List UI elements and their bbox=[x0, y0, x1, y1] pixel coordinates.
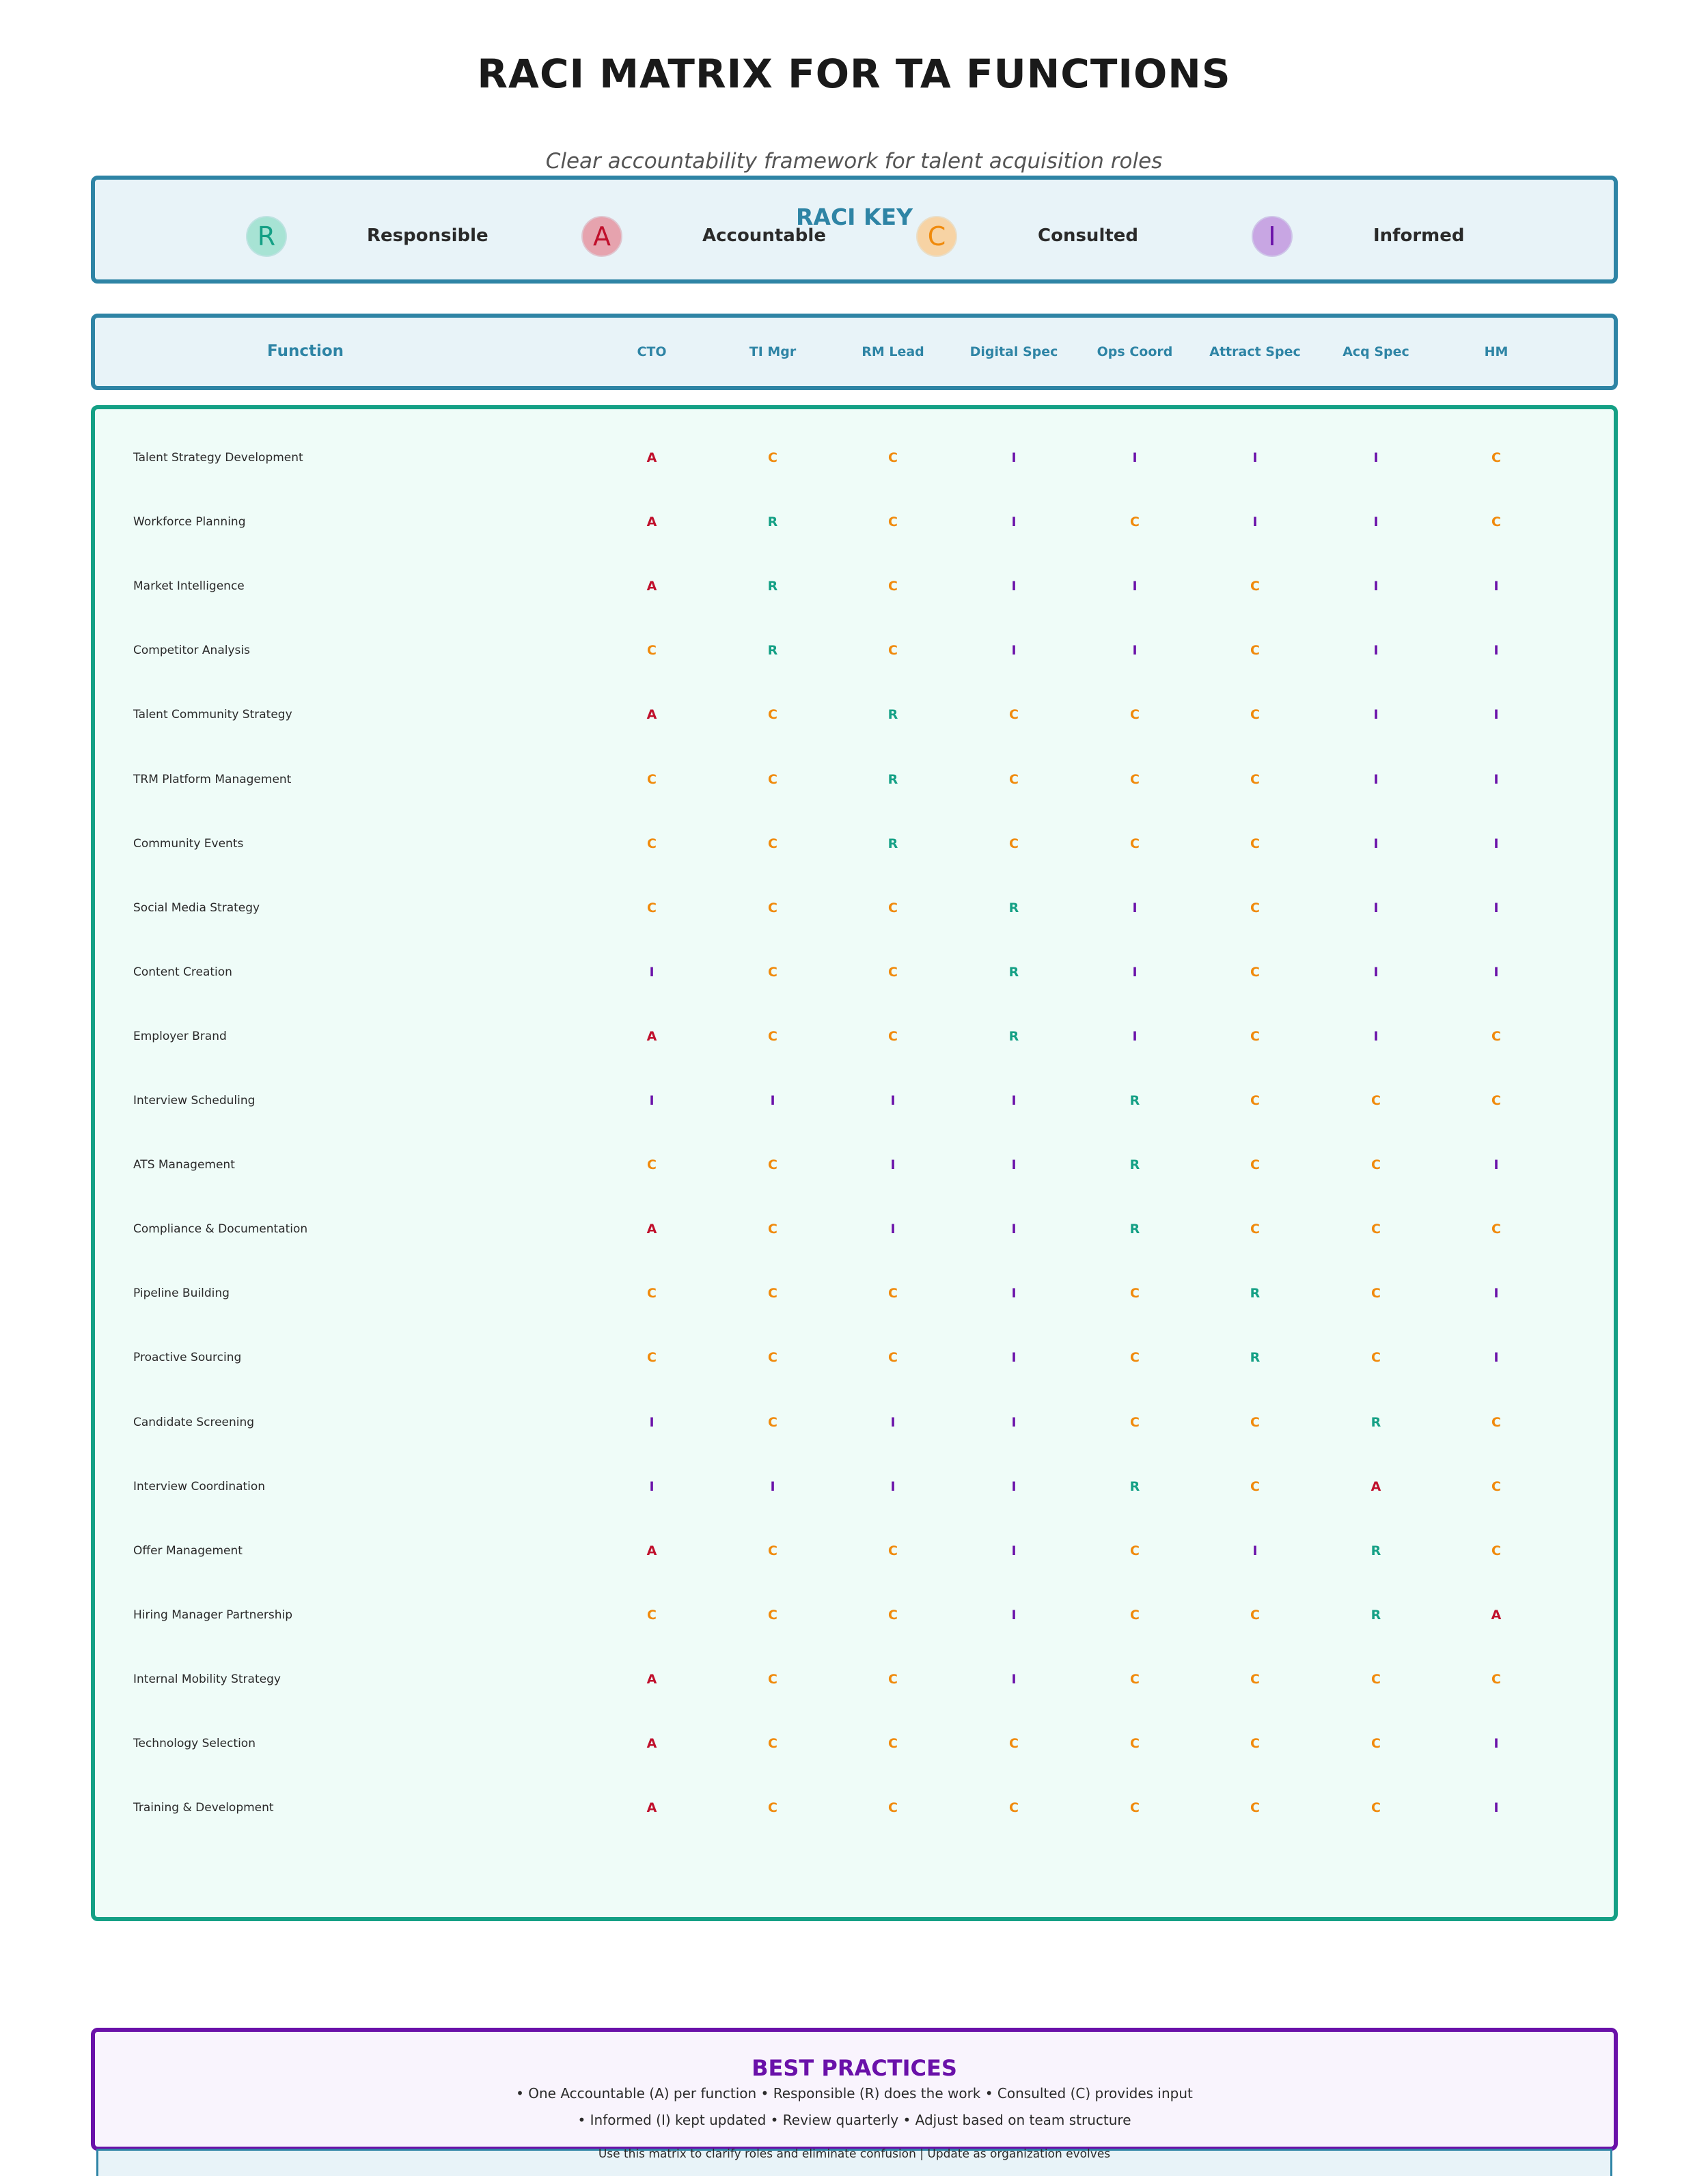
raci-cell-c: C bbox=[1130, 1414, 1140, 1430]
raci-cell-r: R bbox=[1008, 1028, 1019, 1044]
raci-cell-i: I bbox=[1132, 643, 1138, 659]
raci-cell-c: C bbox=[1130, 1800, 1140, 1816]
row-label: Training & Development bbox=[133, 1801, 274, 1815]
raci-cell-c: C bbox=[1250, 964, 1260, 980]
raci-cell-i: I bbox=[1493, 900, 1499, 915]
raci-cell-i: I bbox=[1132, 450, 1138, 465]
raci-cell-a: A bbox=[646, 1736, 657, 1751]
raci-cell-i: I bbox=[1011, 1543, 1017, 1558]
raci-cell-c: C bbox=[768, 836, 777, 851]
raci-cell-i: I bbox=[1373, 836, 1379, 851]
raci-cell-c: C bbox=[1371, 1350, 1381, 1366]
raci-cell-a: A bbox=[646, 579, 657, 594]
raci-cell-c: C bbox=[1250, 1414, 1260, 1430]
row-label: Interview Coordination bbox=[133, 1479, 266, 1493]
raci-key-title: RACI KEY bbox=[796, 204, 913, 230]
raci-cell-c: C bbox=[1491, 450, 1501, 465]
raci-cell-r: R bbox=[767, 579, 778, 594]
raci-cell-c: C bbox=[1491, 1222, 1501, 1237]
raci-cell-c: C bbox=[1250, 1800, 1260, 1816]
raci-cell-c: C bbox=[1371, 1157, 1381, 1173]
raci-cell-c: C bbox=[647, 1607, 657, 1623]
raci-cell-c: C bbox=[888, 964, 898, 980]
raci-cell-i: I bbox=[1011, 1607, 1017, 1623]
best-practices-line-2: • Informed (I) kept updated • Review quarterly • Adjust based on team structure bbox=[577, 2112, 1131, 2128]
raci-cell-i: I bbox=[890, 1157, 896, 1173]
raci-cell-c: C bbox=[888, 450, 898, 465]
raci-cell-c: C bbox=[1491, 1543, 1501, 1558]
raci-cell-c: C bbox=[888, 1543, 898, 1558]
raci-cell-r: R bbox=[1129, 1222, 1140, 1237]
raci-cell-c: C bbox=[1250, 1157, 1260, 1173]
column-header-digital-spec: Digital Spec bbox=[969, 344, 1058, 359]
raci-cell-c: C bbox=[1371, 1800, 1381, 1816]
raci-cell-c: C bbox=[1250, 707, 1260, 723]
raci-cell-r: R bbox=[887, 771, 898, 787]
raci-cell-c: C bbox=[1250, 1671, 1260, 1687]
raci-cell-i: I bbox=[1011, 514, 1017, 530]
raci-cell-c: C bbox=[768, 1736, 777, 1751]
raci-cell-c: C bbox=[1130, 514, 1140, 530]
row-label: Interview Scheduling bbox=[133, 1094, 256, 1107]
raci-cell-c: C bbox=[1491, 1414, 1501, 1430]
row-label: Content Creation bbox=[133, 965, 232, 979]
row-label: Market Intelligence bbox=[133, 579, 245, 594]
raci-cell-i: I bbox=[1011, 579, 1017, 594]
raci-cell-c: C bbox=[1491, 1671, 1501, 1687]
column-header-hm: HM bbox=[1484, 344, 1509, 359]
raci-cell-c: C bbox=[888, 900, 898, 915]
raci-cell-i: I bbox=[1493, 1350, 1499, 1366]
row-label: Talent Strategy Development bbox=[133, 451, 303, 465]
raci-cell-r: R bbox=[1370, 1414, 1381, 1430]
raci-cell-i: I bbox=[1132, 579, 1138, 594]
raci-cell-i: I bbox=[890, 1414, 896, 1430]
key-badge-accountable: A bbox=[583, 217, 621, 256]
raci-cell-c: C bbox=[647, 1157, 657, 1173]
raci-cell-c: C bbox=[1130, 1286, 1140, 1302]
raci-cell-i: I bbox=[1373, 900, 1379, 915]
row-label: Community Events bbox=[133, 836, 244, 851]
raci-cell-r: R bbox=[1129, 1157, 1140, 1173]
row-label: Competitor Analysis bbox=[133, 644, 250, 658]
raci-cell-i: I bbox=[1373, 643, 1379, 659]
raci-cell-a: A bbox=[646, 1800, 657, 1816]
row-label: Technology Selection bbox=[133, 1737, 256, 1750]
raci-cell-c: C bbox=[1371, 1671, 1381, 1687]
raci-cell-c: C bbox=[1250, 1222, 1260, 1237]
best-practices-line-1: • One Accountable (A) per function • Responsible (R) does the work • Consulted (C) provides input bbox=[516, 2085, 1193, 2102]
raci-cell-i: I bbox=[1493, 771, 1499, 787]
raci-cell-c: C bbox=[768, 450, 777, 465]
raci-cell-i: I bbox=[1011, 1157, 1017, 1173]
raci-cell-c: C bbox=[1491, 1478, 1501, 1494]
raci-cell-i: I bbox=[1011, 1414, 1017, 1430]
raci-cell-c: C bbox=[1009, 836, 1019, 851]
raci-cell-i: I bbox=[1011, 1478, 1017, 1494]
raci-cell-a: A bbox=[646, 1028, 657, 1044]
raci-cell-c: C bbox=[888, 1736, 898, 1751]
row-label: TRM Platform Management bbox=[133, 772, 292, 786]
raci-cell-i: I bbox=[770, 1093, 775, 1108]
raci-cell-c: C bbox=[647, 643, 657, 659]
raci-cell-c: C bbox=[1130, 836, 1140, 851]
row-label: Workforce Planning bbox=[133, 515, 246, 529]
raci-cell-c: C bbox=[1130, 1350, 1140, 1366]
raci-cell-i: I bbox=[1373, 1028, 1379, 1044]
raci-cell-c: C bbox=[768, 1671, 777, 1687]
raci-cell-c: C bbox=[1371, 1222, 1381, 1237]
raci-cell-i: I bbox=[1011, 1286, 1017, 1302]
raci-cell-i: I bbox=[1493, 643, 1499, 659]
raci-cell-c: C bbox=[1250, 579, 1260, 594]
raci-cell-c: C bbox=[888, 1028, 898, 1044]
raci-cell-c: C bbox=[768, 1607, 777, 1623]
raci-cell-c: C bbox=[1250, 1093, 1260, 1108]
raci-cell-i: I bbox=[1252, 450, 1258, 465]
raci-cell-c: C bbox=[1250, 771, 1260, 787]
raci-cell-c: C bbox=[768, 1157, 777, 1173]
raci-cell-c: C bbox=[1130, 1736, 1140, 1751]
raci-cell-c: C bbox=[888, 1286, 898, 1302]
raci-cell-i: I bbox=[890, 1093, 896, 1108]
raci-cell-c: C bbox=[768, 900, 777, 915]
raci-cell-c: C bbox=[1250, 1028, 1260, 1044]
raci-cell-i: I bbox=[1011, 1222, 1017, 1237]
raci-cell-c: C bbox=[1130, 1607, 1140, 1623]
row-label: Hiring Manager Partnership bbox=[133, 1608, 293, 1622]
raci-cell-c: C bbox=[768, 1414, 777, 1430]
raci-cell-i: I bbox=[1493, 579, 1499, 594]
raci-cell-c: C bbox=[647, 1350, 657, 1366]
raci-cell-r: R bbox=[1129, 1478, 1140, 1494]
raci-cell-i: I bbox=[649, 1414, 655, 1430]
raci-cell-a: A bbox=[646, 707, 657, 723]
raci-cell-r: R bbox=[767, 643, 778, 659]
raci-cell-c: C bbox=[1250, 643, 1260, 659]
raci-cell-i: I bbox=[1493, 1800, 1499, 1816]
key-label-informed: Informed bbox=[1373, 225, 1465, 246]
raci-cell-i: I bbox=[1493, 1736, 1499, 1751]
raci-cell-a: A bbox=[1370, 1478, 1381, 1494]
raci-cell-r: R bbox=[1370, 1543, 1381, 1558]
raci-cell-c: C bbox=[768, 1800, 777, 1816]
raci-cell-i: I bbox=[1373, 771, 1379, 787]
raci-cell-i: I bbox=[1011, 450, 1017, 465]
raci-cell-c: C bbox=[888, 1800, 898, 1816]
raci-cell-r: R bbox=[1370, 1607, 1381, 1623]
raci-cell-c: C bbox=[1130, 707, 1140, 723]
raci-cell-r: R bbox=[1250, 1350, 1261, 1366]
key-label-consulted: Consulted bbox=[1038, 225, 1139, 246]
best-practices-title: BEST PRACTICES bbox=[752, 2055, 957, 2081]
footer-note: Use this matrix to clarify roles and eliminate confusion | Update as organization evolves bbox=[598, 2147, 1111, 2161]
raci-cell-i: I bbox=[1493, 1157, 1499, 1173]
column-header-attract-spec: Attract Spec bbox=[1209, 344, 1301, 359]
raci-cell-c: C bbox=[647, 836, 657, 851]
raci-cell-i: I bbox=[649, 964, 655, 980]
row-label: Employer Brand bbox=[133, 1029, 227, 1043]
raci-cell-c: C bbox=[1009, 771, 1019, 787]
raci-cell-r: R bbox=[1250, 1286, 1261, 1302]
raci-cell-c: C bbox=[768, 1543, 777, 1558]
raci-cell-c: C bbox=[888, 579, 898, 594]
key-badge-consulted: C bbox=[918, 217, 956, 256]
raci-cell-c: C bbox=[768, 1028, 777, 1044]
raci-cell-c: C bbox=[1009, 707, 1019, 723]
raci-cell-c: C bbox=[1250, 1736, 1260, 1751]
raci-cell-i: I bbox=[1132, 1028, 1138, 1044]
raci-cell-c: C bbox=[1491, 514, 1501, 530]
raci-cell-c: C bbox=[1009, 1800, 1019, 1816]
raci-cell-c: C bbox=[1250, 900, 1260, 915]
raci-cell-i: I bbox=[1373, 450, 1379, 465]
raci-cell-a: A bbox=[646, 1543, 657, 1558]
column-header-rm-lead: RM Lead bbox=[862, 344, 924, 359]
raci-cell-c: C bbox=[1130, 771, 1140, 787]
raci-cell-i: I bbox=[1373, 707, 1379, 723]
row-label: Talent Community Strategy bbox=[133, 708, 292, 722]
raci-cell-c: C bbox=[768, 707, 777, 723]
raci-cell-c: C bbox=[1009, 1736, 1019, 1751]
raci-cell-i: I bbox=[770, 1478, 775, 1494]
raci-cell-c: C bbox=[647, 900, 657, 915]
raci-cell-i: I bbox=[1493, 836, 1499, 851]
row-label: ATS Management bbox=[133, 1158, 235, 1172]
raci-cell-i: I bbox=[1493, 707, 1499, 723]
raci-cell-c: C bbox=[768, 1286, 777, 1302]
raci-cell-i: I bbox=[1493, 1286, 1499, 1302]
raci-cell-i: I bbox=[890, 1478, 896, 1494]
row-label: Proactive Sourcing bbox=[133, 1351, 242, 1365]
key-label-responsible: Responsible bbox=[367, 225, 488, 246]
raci-cell-c: C bbox=[1130, 1543, 1140, 1558]
raci-cell-c: C bbox=[768, 964, 777, 980]
raci-cell-r: R bbox=[1129, 1093, 1140, 1108]
raci-cell-c: C bbox=[768, 771, 777, 787]
raci-cell-c: C bbox=[888, 1607, 898, 1623]
page-title: RACI MATRIX FOR TA FUNCTIONS bbox=[477, 51, 1231, 97]
raci-cell-i: I bbox=[1011, 1093, 1017, 1108]
raci-cell-r: R bbox=[1008, 900, 1019, 915]
raci-cell-c: C bbox=[888, 1350, 898, 1366]
raci-cell-i: I bbox=[1132, 900, 1138, 915]
raci-cell-c: C bbox=[1250, 836, 1260, 851]
column-header-cto: CTO bbox=[637, 344, 667, 359]
raci-cell-c: C bbox=[888, 643, 898, 659]
raci-cell-c: C bbox=[647, 771, 657, 787]
raci-cell-c: C bbox=[768, 1350, 777, 1366]
raci-cell-i: I bbox=[1493, 964, 1499, 980]
raci-cell-r: R bbox=[887, 707, 898, 723]
raci-cell-a: A bbox=[646, 450, 657, 465]
row-label: Pipeline Building bbox=[133, 1286, 230, 1301]
raci-cell-i: I bbox=[890, 1222, 896, 1237]
raci-cell-c: C bbox=[1491, 1093, 1501, 1108]
raci-cell-c: C bbox=[647, 1286, 657, 1302]
column-header-acq-spec: Acq Spec bbox=[1342, 344, 1409, 359]
raci-cell-c: C bbox=[1371, 1736, 1381, 1751]
raci-cell-a: A bbox=[646, 1671, 657, 1687]
raci-cell-c: C bbox=[1250, 1607, 1260, 1623]
raci-cell-c: C bbox=[888, 514, 898, 530]
function-column-header: Function bbox=[267, 342, 344, 360]
raci-cell-i: I bbox=[1252, 514, 1258, 530]
raci-cell-c: C bbox=[888, 1671, 898, 1687]
raci-cell-i: I bbox=[1011, 1671, 1017, 1687]
raci-cell-r: R bbox=[887, 836, 898, 851]
raci-cell-a: A bbox=[646, 514, 657, 530]
page-subtitle: Clear accountability framework for talent acquisition roles bbox=[545, 149, 1163, 174]
column-header-ops-coord: Ops Coord bbox=[1097, 344, 1173, 359]
raci-cell-c: C bbox=[1130, 1671, 1140, 1687]
row-label: Social Media Strategy bbox=[133, 900, 260, 915]
raci-cell-i: I bbox=[1373, 579, 1379, 594]
key-badge-responsible: R bbox=[247, 217, 286, 256]
key-badge-informed: I bbox=[1253, 217, 1291, 256]
raci-cell-c: C bbox=[1371, 1093, 1381, 1108]
row-label: Offer Management bbox=[133, 1543, 243, 1558]
row-label: Internal Mobility Strategy bbox=[133, 1672, 281, 1686]
raci-cell-c: C bbox=[1371, 1286, 1381, 1302]
raci-cell-i: I bbox=[1011, 1350, 1017, 1366]
raci-cell-i: I bbox=[649, 1478, 655, 1494]
raci-cell-c: C bbox=[1250, 1478, 1260, 1494]
raci-cell-i: I bbox=[1132, 964, 1138, 980]
raci-cell-a: A bbox=[646, 1222, 657, 1237]
row-label: Compliance & Documentation bbox=[133, 1222, 308, 1237]
key-label-accountable: Accountable bbox=[702, 225, 826, 246]
raci-cell-c: C bbox=[768, 1222, 777, 1237]
raci-cell-r: R bbox=[1008, 964, 1019, 980]
raci-cell-i: I bbox=[1373, 514, 1379, 530]
raci-cell-i: I bbox=[1252, 1543, 1258, 1558]
raci-cell-i: I bbox=[1373, 964, 1379, 980]
raci-cell-c: C bbox=[1491, 1028, 1501, 1044]
raci-cell-r: R bbox=[767, 514, 778, 530]
raci-cell-i: I bbox=[649, 1093, 655, 1108]
raci-cell-a: A bbox=[1491, 1607, 1502, 1623]
raci-cell-i: I bbox=[1011, 643, 1017, 659]
row-label: Candidate Screening bbox=[133, 1415, 255, 1429]
column-header-ti-mgr: TI Mgr bbox=[749, 344, 797, 359]
